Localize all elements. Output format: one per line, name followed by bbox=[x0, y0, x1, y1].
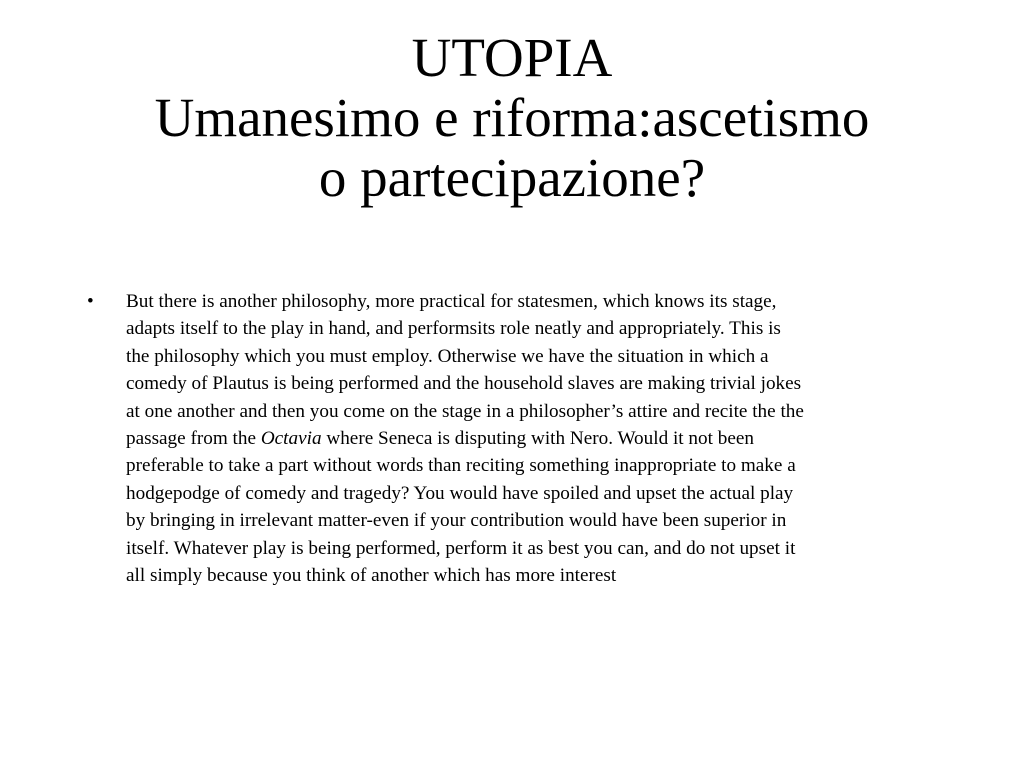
bullet-list bbox=[87, 288, 947, 589]
text-line-7: preferable to take a part without words than reciting something inappropriate to make a bbox=[126, 455, 796, 477]
slide-title bbox=[60, 28, 964, 208]
title-line-1: UTOPIA bbox=[411, 27, 613, 88]
text-line-6-before: passage from the bbox=[126, 428, 261, 450]
text-line-9: by bringing in irrelevant matter-even if your contribution would have been superior in bbox=[126, 510, 787, 532]
text-line-8: hodgepodge of comedy and tragedy? You would have spoiled and upset the actual play bbox=[126, 482, 794, 504]
title-line-2: Umanesimo e riforma:ascetismo bbox=[154, 87, 870, 148]
text-line-2: adapts itself to the play in hand, and performsits role neatly and appropriately. This is bbox=[126, 318, 781, 340]
text-line-10: itself. Whatever play is being performed, perform it as best you can, and do not upset it bbox=[126, 537, 796, 559]
text-line-6 bbox=[126, 425, 938, 452]
text-line-1: But there is another philosophy, more practical for statesmen, which knows its stage, bbox=[126, 291, 777, 312]
text-line-3: the philosophy which you must employ. Otherwise we have the situation in which a bbox=[126, 345, 769, 367]
title-line-3: o partecipazione? bbox=[318, 147, 706, 208]
bullet-dot-icon: • bbox=[87, 291, 94, 312]
text-line-5: at one another and then you come on the stage in a philosopher’s attire and recite the the bbox=[126, 400, 804, 422]
text-line-4: comedy of Plautus is being performed and the household slaves are making trivial jokes bbox=[126, 373, 802, 395]
octavia-title: Octavia bbox=[260, 428, 322, 450]
text-line-6-after: where Seneca is disputing with Nero. Would it not been bbox=[321, 428, 754, 450]
text-line-11: all simply because you think of another which has more interest bbox=[126, 565, 617, 587]
bullet-text bbox=[126, 288, 938, 589]
bullet-item bbox=[87, 288, 947, 589]
